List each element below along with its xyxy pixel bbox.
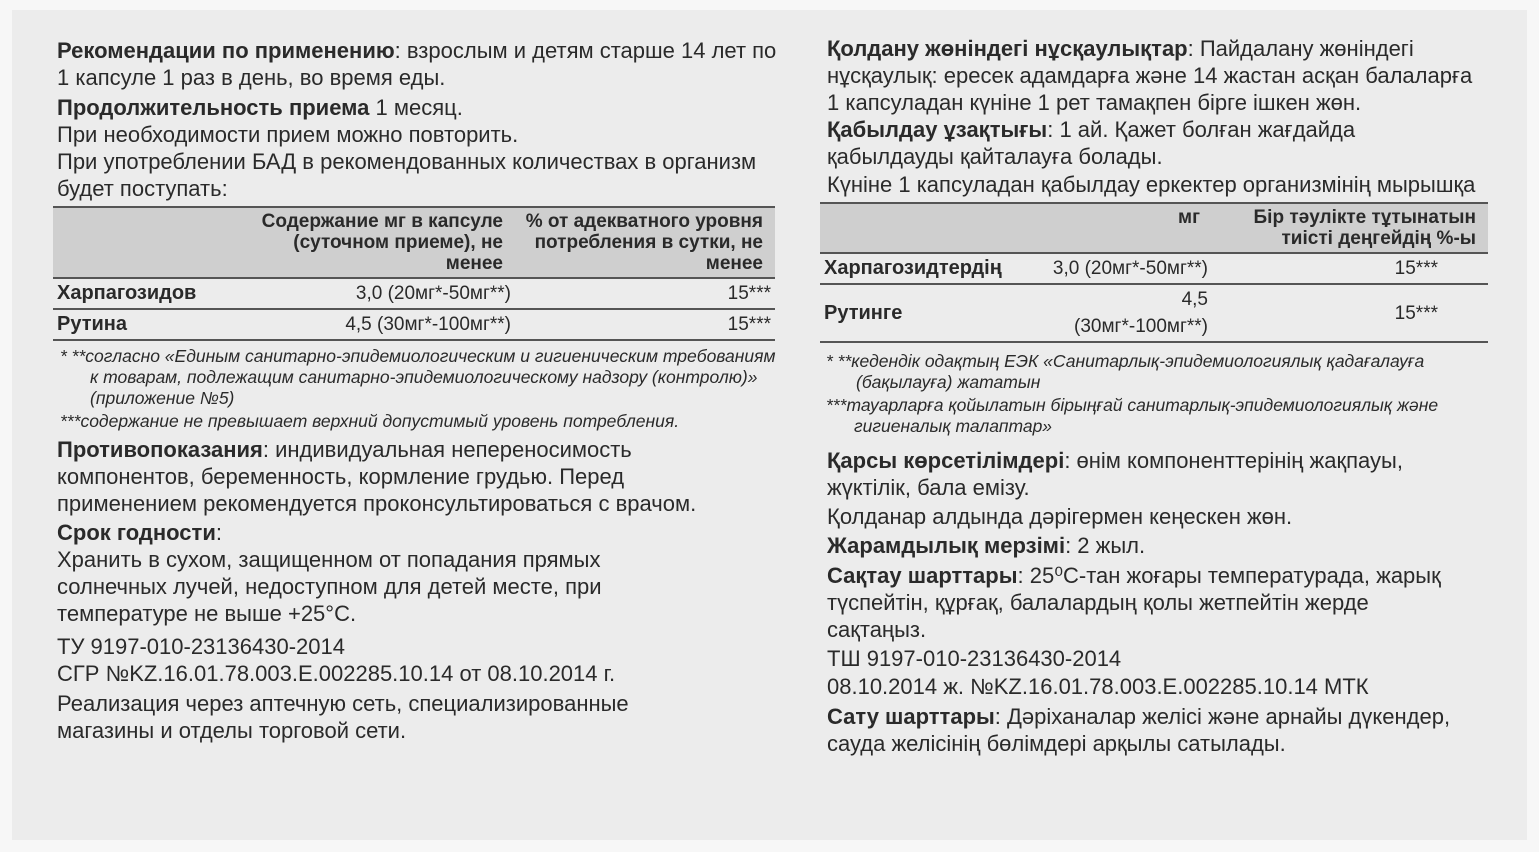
ru-duration-text: 1 месяц.: [369, 95, 463, 120]
row-amount: 4,5 (30мг*-100мг**): [239, 309, 515, 340]
ru-contraindications: [57, 436, 727, 517]
kz-contra-label: Қарсы көрсетілімдері: [827, 448, 1065, 473]
ru-rec-label: Рекомендации по применению: [57, 38, 395, 63]
ru-footnote-1: согласно «Единым санитарно-эпидемиологическим и гигиеническим требованиям к товарам, подлежащим санитарно-эпидемиологическому надзору (контролю)» (приложение №5): [85, 346, 776, 408]
ru-repeat: При необходимости прием можно повторить.: [57, 122, 519, 147]
row-amount: 3,0 (20мг*-50мг**): [1046, 253, 1212, 284]
ru-shelf-label: Срок годности: [57, 520, 216, 545]
kz-th-percent: Бір тәулікте тұтынатын тиісті деңгейдің %-ы: [1212, 203, 1488, 253]
kz-consult: Қолданар алдында дәрігермен кеңескен жөн.: [827, 504, 1293, 529]
kz-sale-text: : Дәріханалар желісі және арнайы дүкендер, сауда желісінің бөлімдері арқылы сатылады.: [827, 704, 1451, 756]
ru-footnote-2: содержание не превышает верхний допустимый уровень потребления.: [80, 411, 680, 431]
row-amount: 4,5 (30мг*-100мг**): [1046, 284, 1212, 342]
ru-recommendations: [57, 37, 787, 91]
ru-duration-label: Продолжительность приема: [57, 95, 370, 120]
ru-th-name: [53, 207, 239, 278]
row-name: Харпагозидов: [53, 278, 239, 309]
kz-rec-text: : Пайдалану жөніндегі нұсқаулық: ересек адамдарға және 14 жастан асқан балаларға 1 капсуладан күніне 1 рет тамақпен бірге ішкен жөн.: [827, 36, 1473, 115]
kz-sale: [827, 703, 1497, 757]
kz-storage-text: : 25⁰С-тан жоғары температурада, жарық түспейтін, құрғақ, балалардың қолы жетпейтін жерде сақтаңыз.: [827, 563, 1441, 642]
row-percent: 15***: [515, 278, 775, 309]
footnote-mark: ***: [826, 395, 847, 415]
kz-th-amount: мг: [1046, 203, 1212, 253]
kz-th-name: [820, 203, 1046, 253]
table-row: [53, 278, 775, 309]
kz-shelf-label: Жарамдылық мерзімі: [827, 533, 1066, 558]
ru-nutrient-table: [53, 206, 775, 341]
ru-shelf-life: [57, 519, 787, 546]
footnote-mark: * **: [60, 346, 86, 366]
kz-footnote-2: тауарларға қойылатын бірыңғай санитарлық-эпидемиологиялық және гигиеналық талаптар»: [846, 395, 1439, 436]
kz-footnote-1: кедендік одақтың ЕЭК «Санитарлық-эпидемиологиялық қадағалауға (бақылауға) жататын: [851, 351, 1425, 392]
ru-intake: При употреблении БАД в рекомендованных количествах в организм будет поступать:: [57, 149, 757, 201]
kz-contraindications: [827, 447, 1487, 501]
row-name: Рутинге: [820, 284, 1046, 342]
ru-tu: ТУ 9197-010-23136430-2014: [57, 634, 345, 659]
kz-duration: [827, 116, 1427, 170]
ru-footnotes: [60, 346, 780, 432]
kz-rec-label: Қолдану жөніндегі нұсқаулықтар: [827, 36, 1188, 61]
kz-shelf-life: [827, 532, 1507, 559]
kz-duration-text: : 1 ай. Қажет болған жағдайда қабылдауды қайталауға болады.: [827, 117, 1356, 169]
ru-sale: Реализация через аптечную сеть, специализированные магазины и отделы торговой сети.: [57, 691, 629, 743]
row-name: Рутина: [53, 309, 239, 340]
table-row: [820, 253, 1488, 284]
kz-footnotes: [826, 351, 1506, 437]
row-percent: 15***: [515, 309, 775, 340]
kz-sale-label: Сату шарттары: [827, 704, 995, 729]
ru-contra-label: Противопоказания: [57, 437, 263, 462]
row-percent: 15***: [1212, 284, 1488, 342]
footnote-mark: ***: [60, 411, 81, 431]
row-name: Харпагозидтердің: [820, 253, 1046, 284]
kz-recommendations: [827, 35, 1487, 116]
kz-contra-text: : өнім компоненттерінің жақпауы, жүктілік, бала емізу.: [827, 448, 1403, 500]
kz-sgr: 08.10.2014 ж. №KZ.16.01.78.003.E.002285.10.14 МТК: [827, 674, 1369, 699]
table-row: [820, 284, 1488, 342]
ru-storage: Хранить в сухом, защищенном от попадания прямых солнечных лучей, недоступном для детей месте, при температуре не выше +25°С.: [57, 547, 602, 626]
table-row: [53, 309, 775, 340]
kz-storage-label: Сақтау шарттары: [827, 563, 1018, 588]
row-amount: 3,0 (20мг*-50мг**): [239, 278, 515, 309]
footnote-mark: * **: [826, 351, 852, 371]
ru-th-amount: Содержание мг в капсуле (суточном приеме), не менее: [239, 207, 515, 278]
row-percent: 15***: [1212, 253, 1488, 284]
kz-nutrient-table: [820, 202, 1488, 343]
kz-duration-label: Қабылдау ұзақтығы: [827, 117, 1048, 142]
ru-column: [57, 37, 787, 744]
ru-th-percent: % от адекватного уровня потребления в сутки, не менее: [515, 207, 775, 278]
kz-shelf-text: : 2 жыл.: [1065, 533, 1146, 558]
kz-storage: [827, 562, 1467, 643]
ru-duration: [57, 94, 787, 121]
kz-column: [824, 35, 1507, 757]
kz-intake: Күніне 1 капсуладан қабылдау еркектер организмінің мырышқа: [827, 172, 1476, 197]
ru-shelf-text: :: [215, 520, 222, 545]
ru-rec-text: : взрослым и детям старше 14 лет по 1 капсуле 1 раз в день, во время еды.: [57, 38, 777, 90]
kz-tu: ТШ 9197-010-23136430-2014: [827, 646, 1122, 671]
ru-contra-text: : индивидуальная непереносимость компонентов, беременность, кормление грудью. Перед применением рекомендуется проконсультироваться с врачом.: [57, 437, 697, 516]
ru-sgr: СГР №KZ.16.01.78.003.E.002285.10.14 от 08.10.2014 г.: [57, 661, 616, 686]
